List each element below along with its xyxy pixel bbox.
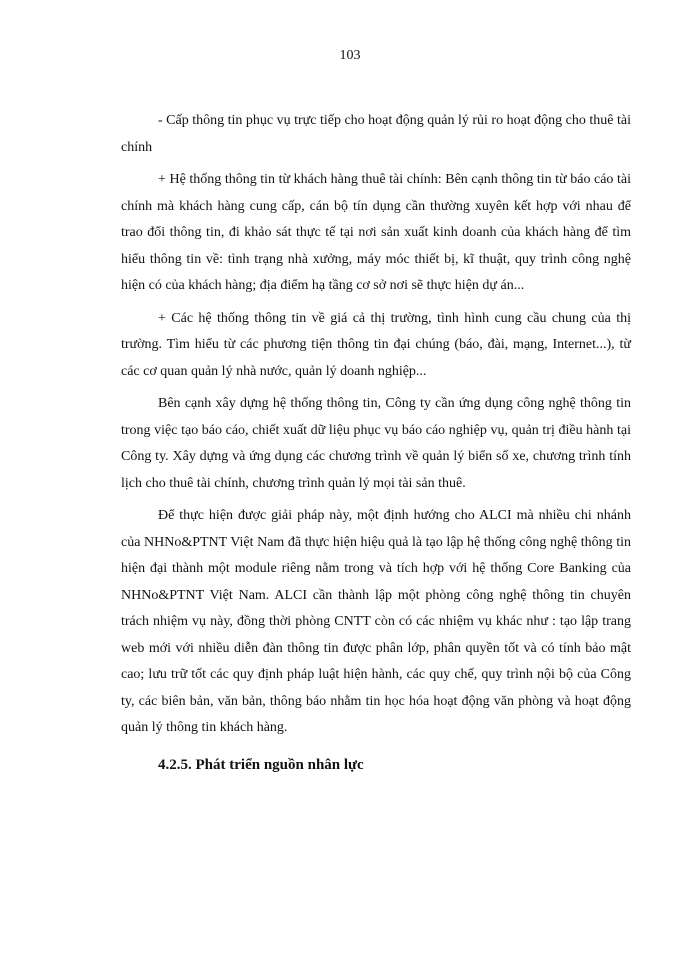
paragraph-market-info-system: + Các hệ thống thông tin về giá cả thị trường, tình hình cung cầu chung của thị trường. Tìm hiểu từ các phương tiện thông tin đại chúng (báo, đài, mạng, Internet...), từ các cơ quan quản lý nhà nước, quản lý doanh nghiệp... [121, 310, 631, 379]
paragraph-info-for-risk-management: - Cấp thông tin phục vụ trực tiếp cho hoạt động quản lý rủi ro hoạt động cho thuê tài chính [121, 113, 631, 155]
section-heading: 4.2.5. Phát triển nguồn nhân lực [158, 756, 364, 773]
body-text [121, 108, 631, 778]
page-number: 103 [339, 48, 361, 63]
paragraph-customer-info-system: + Hệ thống thông tin từ khách hàng thuê tài chính: Bên cạnh thông tin từ báo cáo tài chính mà khách hàng cung cấp, cán bộ tín dụng cần thường xuyên kết hợp với nhau để trao đổi thông tin, đi khảo sát thực tế tại nơi sản xuất kinh doanh của khách hàng để tìm hiểu thông tin về: tình trạng nhà xưởng, máy móc thiết bị, kĩ thuật, quy trình công nghệ hiện có của khách hàng; địa điểm hạ tầng cơ sở nơi sẽ thực hiện dự án... [121, 172, 631, 293]
paragraph-it-application: Bên cạnh xây dựng hệ thống thông tin, Công ty cần ứng dụng công nghệ thông tin trong việc tạo báo cáo, chiết xuất dữ liệu phục vụ báo cáo nghiệp vụ, quản trị điều hành tại Công ty. Xây dựng và ứng dụng các chương trình về quản lý biển số xe, chương trình tính lịch cho thuê tài chính, chương trình quản lý mọi tài sản thuê. [121, 396, 631, 491]
paragraph-it-solution-alci: Để thực hiện được giải pháp này, một định hướng cho ALCI mà nhiều chi nhánh của NHNo&PTNT Việt Nam đã thực hiện hiệu quả là tạo lập hệ thống công nghệ thông tin hiện đại thành một module riêng nằm trong và tích hợp với hệ thống Core Banking của NHNo&PTNT Việt Nam. ALCI cần thành lập một phòng công nghệ thông tin chuyên trách nhiệm vụ này, đồng thời phòng CNTT còn có các nhiệm vụ khác như : tạo lập trang web mới với nhiều diễn đàn thông tin được phân lớp, phân quyền tốt và có tính bảo mật cao; lưu trữ tốt các quy định pháp luật hiện hành, các quy chế, quy trình nội bộ của Công ty, các biên bản, văn bản, thông báo nhằm tin học hóa hoạt động văn phòng và hoạt động quản lý thông tin khách hàng. [121, 508, 631, 735]
